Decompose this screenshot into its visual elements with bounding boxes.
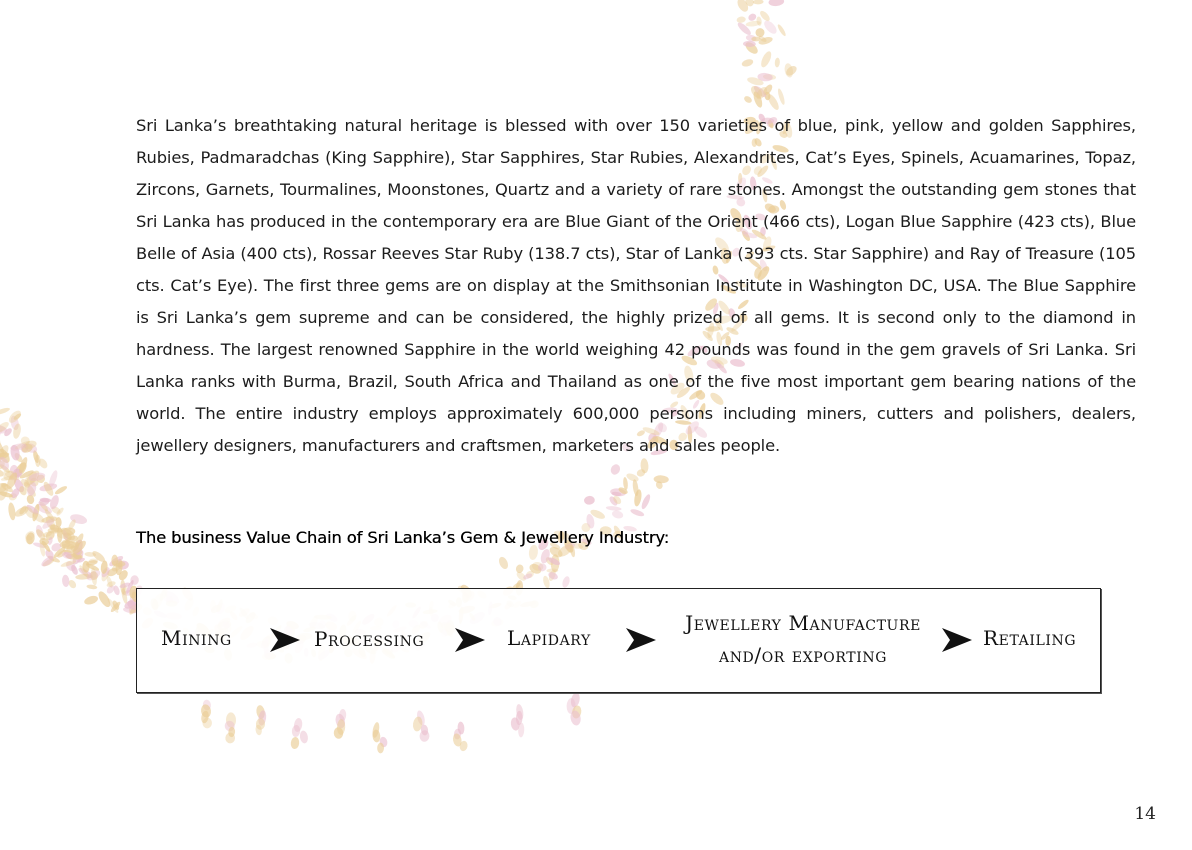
stage-jewellery-line1: Jewellery Manufacture [685,611,921,635]
main-content [136,110,1136,462]
stage-jewellery-manufacture [673,607,933,671]
chevron-arrow-icon [626,628,656,652]
stage-processing: Processing [314,627,425,651]
stage-jewellery-line2: and/or exporting [719,643,887,667]
body-paragraph: Sri Lanka’s breathtaking natural heritage is blessed with over 150 varieties of blue, pink, yellow and golden Sapphires, Rubies, Padmaradchas (King Sapphire), Star Sapphires, Star Rubies, Alexandrites, Cat’s Eyes, Spinels, Acuamarines, Topaz, Zircons, Garnets, Tourmalines, Moonstones, Quartz and a variety of rare stones. Amongst the outstanding gem stones that Sri Lanka has produced in the contemporary era are Blue Giant of the Orient (466 cts), Logan Blue Sapphire (423 cts), Blue Belle of Asia (400 cts), Rossar Reeves Star Ruby (138.7 cts), Star of Lanka (393 cts. Star Sapphire) and Ray of Treasure (105 cts. Cat’s Eye). The first three gems are on display at the Smithsonian Institute in Washington DC, USA. The Blue Sapphire is Sri Lanka’s gem supreme and can be considered, the highly prized of all gems. It is second only to the diamond in hardness. The largest renowned Sapphire in the world weighing 42 pounds was found in the gem gravels of Sri Lanka. Sri Lanka ranks with Burma, Brazil, South Africa and Thailand as one of the five most important gem bearing nations of the world. The entire industry employs approximately 600,000 persons including miners, cutters and polishers, dealers, jewellery designers, manufacturers and craftsmen, marketers and sales people. [136,116,1136,455]
chevron-arrow-icon [270,628,300,652]
value-chain-heading: The business Value Chain of Sri Lanka’s Gem & Jewellery Industry: [136,528,670,547]
chevron-arrow-icon [455,628,485,652]
value-chain-diagram [136,588,1101,693]
stage-lapidary: Lapidary [507,626,591,650]
stage-retailing: Retailing [983,626,1077,650]
stage-mining: Mining [161,626,232,650]
page-number: 14 [1134,804,1156,824]
chevron-arrow-icon [942,628,972,652]
